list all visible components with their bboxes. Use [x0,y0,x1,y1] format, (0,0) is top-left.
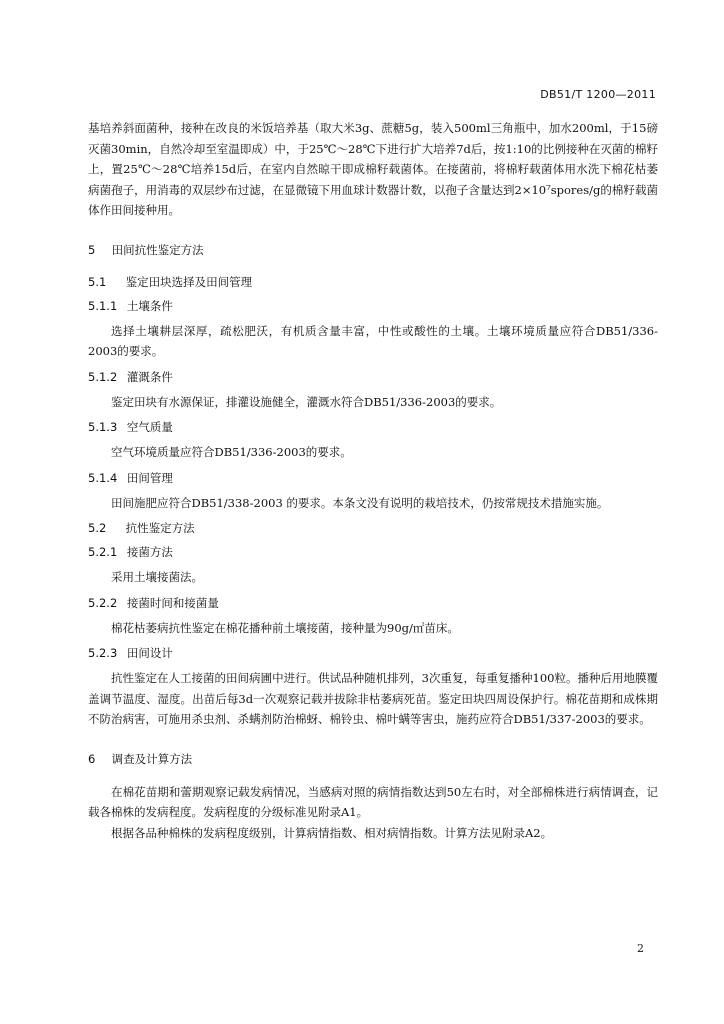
section-5-1-4-heading [88,469,658,487]
section-5-1-3-title: 空气质量 [126,420,173,434]
section-5-1-1-number: 5.1.1 [88,298,118,313]
section-5-2-1-title: 接菌方法 [126,545,173,559]
section-6-heading [88,750,658,768]
section-5-heading [88,241,658,259]
section-5-1-2-text: 鉴定田块有水源保证，排灌设施健全，灌溉水符合DB51/336-2003的要求。 [111,394,502,409]
section-5-2-3-title: 田间设计 [126,646,173,660]
section-5-2-number: 5.2 [88,521,107,535]
section-5-2-1-text: 采用土壤接菌法。 [111,570,203,584]
section-5-1-4-title: 田间管理 [126,470,173,485]
section-5-2-1-heading [88,543,658,561]
page-content [88,118,658,843]
section-6-title: 调查及计算方法 [111,751,193,766]
section-5-1-number: 5.1 [88,274,107,289]
section-5-1-3-heading [88,418,658,436]
section-5-1-2-heading [88,368,658,386]
section-5-title: 田间抗性鉴定方法 [111,242,204,257]
section-5-2-3-text: 抗性鉴定在人工接菌的田间病圃中进行。供试品种随机排列，3次重复，每重复播种100粒。播种后用地膜覆盖调节温度、湿度。出苗后每3d一次观察记载并拔除非枯萎病死苗。鉴定田块四周设保护行。棉花苗期和成株期不防治病害，可施用杀虫剂、杀螨剂防治棉蚜、棉铃虫、棉叶螨等害虫，施药应符合DB51/337-2003的要求。 [88,671,658,726]
section-5-1-title: 鉴定田块选择及田间管理 [125,274,253,289]
section-5-number: 5 [88,242,96,257]
section-5-1-2-title: 灌溉条件 [126,369,173,384]
section-5-2-2-title: 接菌时间和接菌量 [126,595,219,610]
section-5-1-2-number: 5.1.2 [88,369,118,384]
section-5-1-heading [88,273,658,291]
section-5-2-title: 抗性鉴定方法 [125,521,195,535]
section-5-1-1-title: 土壤条件 [126,298,173,313]
section-5-2-3-number: 5.2.3 [88,646,118,660]
intro-paragraph: 基培养斜面菌种，接种在改良的米饭培养基（取大米3g、蔗糖5g，装入500ml三角瓶中，加水200ml，于15磅灭菌30min，自然冷却至室温即成）中，于25℃～28℃下进行扩大培养7d后，按1:10的比例接种在灭菌的棉籽上，置25℃～28℃培养15d后，在室内自然晾干即成棉籽载菌体。在接菌前，将棉籽载菌体用水洗下棉花枯萎病菌孢子，用消毒的双层纱布过滤，在显微镜下用血球计数器计数，以孢子含量达到2×10⁷spores/g的棉籽载菌体作田间接种用。 [88,121,658,217]
standard-number: DB51/T 1200—2011 [540,88,656,101]
section-5-1-3-text: 空气环境质量应符合DB51/336-2003的要求。 [111,445,352,459]
section-6-number: 6 [88,751,96,766]
section-5-2-2-number: 5.2.2 [88,595,118,610]
section-5-1-1-text: 选择土壤耕层深厚，疏松肥沃，有机质含量丰富，中性或酸性的土壤。土壤环境质量应符合DB51/336-2003的要求。 [88,323,658,358]
section-5-2-2-text: 棉花枯萎病抗性鉴定在棉花播种前土壤接菌，接种量为90g/㎡苗床。 [111,620,459,635]
section-6-paragraph-1: 在棉花苗期和蕾期观察记载发病情况，当感病对照的病情指数达到50左右时，对全部棉株进行病情调查，记载各棉株的发病程度。发病程度的分级标准见附录A1。 [88,784,658,819]
section-6-paragraph-2: 根据各品种棉株的发病程度级别，计算病情指数、相对病情指数。计算方法见附录A2。 [111,825,553,840]
page-number: 2 [637,942,644,955]
section-5-2-3-heading [88,644,658,662]
section-5-2-heading [88,519,658,537]
section-5-2-1-number: 5.2.1 [88,545,118,559]
section-5-2-2-heading [88,594,658,612]
section-5-1-4-number: 5.1.4 [88,470,118,485]
section-5-1-1-heading [88,297,658,315]
section-5-1-4-text: 田间施肥应符合DB51/338-2003 的要求。本条文没有说明的栽培技术，仍按常规技术措施实施。 [111,495,609,510]
section-5-1-3-number: 5.1.3 [88,420,118,434]
